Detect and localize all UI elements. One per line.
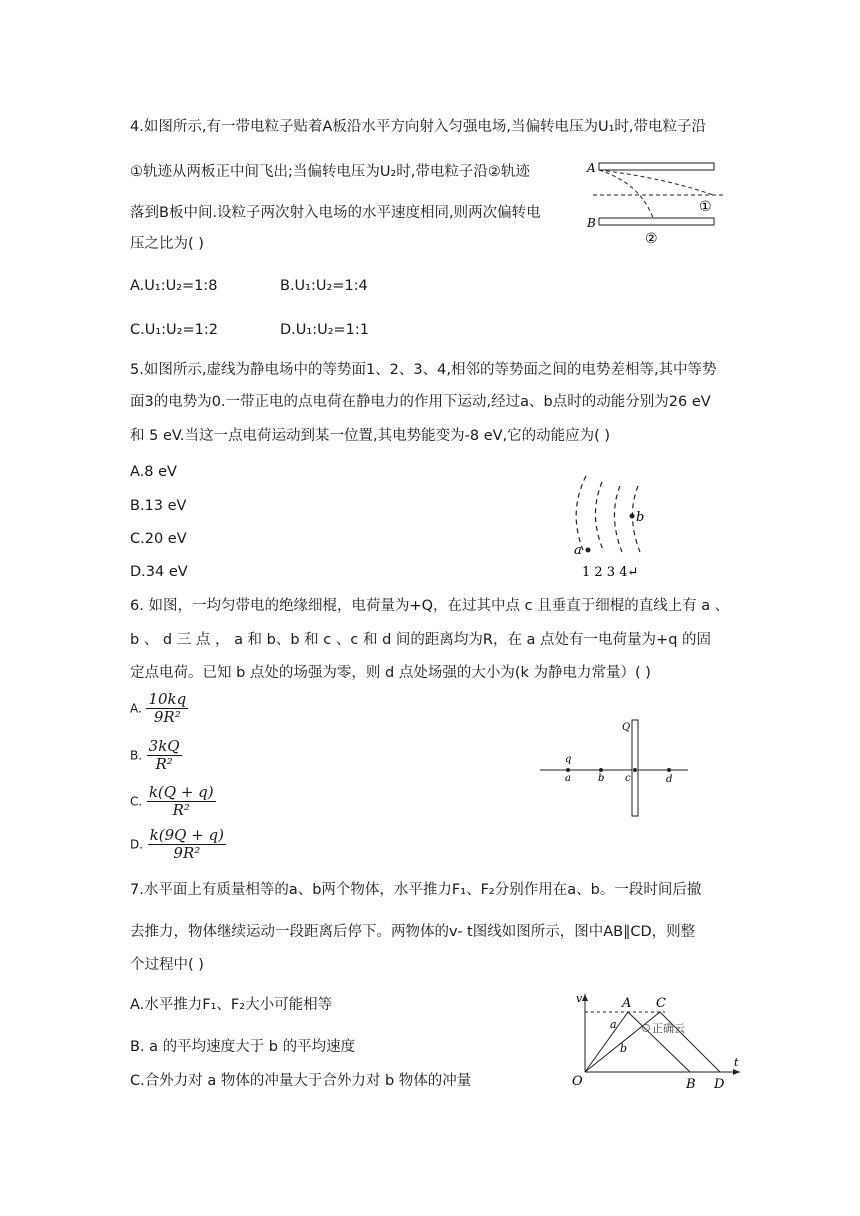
- q6-point-c: c: [625, 773, 631, 784]
- q4-option-d: D.U₁:U₂=1:1: [280, 322, 369, 338]
- q7-line-a-label: a: [610, 1018, 617, 1031]
- q6-option-c-numerator: k(Q + q): [148, 783, 214, 801]
- q6-option-d: D. $\frac{k(9Q + q)}{\text{9R²}}$: [130, 826, 225, 862]
- q7-point-d-upper: D: [714, 1077, 725, 1092]
- q7-point-a-upper: A: [622, 996, 632, 1011]
- q6-option-a: A. $\frac{10kq}{\text{9R²}}$: [130, 690, 187, 726]
- q7-option-c: C.合外力对 a 物体的冲量大于合外力对 b 物体的冲量: [130, 1073, 472, 1089]
- q7-point-b-upper: B: [686, 1077, 696, 1092]
- q7-vt-graph: [570, 990, 745, 1092]
- q4-path1-label: ①: [699, 199, 712, 215]
- q7-line-2: 去推力，物体继续运动一段距离后停下。两物体的v- t图线如图所示，图中AB∥CD，则整: [130, 924, 696, 940]
- q5-line-3: 和 5 eV.当这一点电荷运动到某一位置,其电势能变为-8 eV,它的动能应为( ): [130, 428, 611, 444]
- q6-option-d-denominator: 9R²: [173, 844, 201, 862]
- q4-option-b: B.U₁:U₂=1:4: [280, 278, 368, 294]
- q7-line-b-label: b: [620, 1042, 628, 1055]
- q7-option-a: A.水平推力F₁、F₂大小可能相等: [130, 997, 333, 1013]
- q6-rod-label: Q: [622, 722, 631, 733]
- q6-rod-figure: [540, 712, 690, 822]
- q7-axis-v: v: [576, 992, 583, 1005]
- q5-point-b: b: [636, 510, 645, 525]
- q5-surface-labels: 1 2 3 4↵: [582, 565, 639, 580]
- q6-option-b-numerator: 3kQ: [148, 737, 180, 755]
- q6-point-d: d: [666, 774, 673, 785]
- q5-point-a: a: [574, 543, 582, 558]
- q7-line-1: 7.水平面上有质量相等的a、b两个物体，水平推力F₁、F₂分别作用在a、b。一段时间后撤: [130, 882, 702, 898]
- q6-option-a-denominator: 9R²: [153, 708, 181, 726]
- q4-path2-label: ②: [645, 231, 658, 247]
- q7-origin: O: [572, 1074, 583, 1089]
- q5-option-b: B.13 eV: [130, 498, 187, 514]
- q6-line-3: 定点电荷。已知 b 点处的场强为零，则 d 点处场强的大小为(k 为静电力常量）( ): [130, 665, 651, 681]
- q6-option-a-numerator: 10kq: [148, 690, 187, 708]
- q6-point-b: b: [598, 773, 605, 784]
- q6-charge-label: q: [565, 754, 572, 765]
- q6-option-c-denominator: R²: [172, 801, 190, 819]
- q5-line-2: 面3的电势为0.一带正电的点电荷在静电力的作用下运动,经过a、b点时的动能分别为26 eV: [130, 394, 711, 410]
- q6-option-d-numerator: k(9Q + q): [149, 826, 225, 844]
- q4-deflection-figure: [585, 158, 725, 248]
- q5-equipotential-figure: [568, 472, 668, 584]
- q7-axis-t: t: [734, 1056, 739, 1069]
- q5-option-d: D.34 eV: [130, 564, 188, 580]
- q5-option-c: C.20 eV: [130, 531, 187, 547]
- q5-line-1: 5.如图所示,虚线为静电场中的等势面1、2、3、4,相邻的等势面之间的电势差相等,其中等势: [130, 362, 717, 378]
- q6-line-1: 6. 如图，一均匀带电的绝缘细棍，电荷量为+Q，在过其中点 c 且垂直于细棍的直线上有 a 、: [130, 598, 730, 614]
- q4-option-a: A.U₁:U₂=1:8: [130, 278, 218, 294]
- q6-option-b-denominator: R²: [155, 755, 173, 773]
- q6-point-a: a: [565, 773, 571, 784]
- q4-line-4: 压之比为( ): [130, 236, 204, 252]
- q6-line-2: b 、 d 三 点 ， a 和 b、b 和 c 、c 和 d 间的距离均为R，在 a 点处有一电荷量为+q 的固: [130, 632, 712, 648]
- q7-line-3: 个过程中( ): [130, 957, 204, 973]
- q4-plate-b-label: B: [587, 216, 596, 230]
- q7-point-c-upper: C: [656, 996, 666, 1011]
- q7-watermark-icon: [643, 1025, 650, 1032]
- q6-option-c: C. $\frac{k(Q + q)}{\text{R²}}$: [130, 783, 214, 819]
- q4-line-1: 4.如图所示,有一带电粒子贴着A板沿水平方向射入匀强电场,当偏转电压为U₁时,带电粒子沿: [130, 119, 707, 135]
- q4-plate-a-label: A: [587, 161, 596, 175]
- q5-option-a: A.8 eV: [130, 464, 177, 480]
- q4-line-3: 落到B板中间.设粒子两次射入电场的水平速度相同,则两次偏转电: [130, 205, 541, 221]
- q4-option-c: C.U₁:U₂=1:2: [130, 322, 218, 338]
- q7-option-b: B. a 的平均速度大于 b 的平均速度: [130, 1039, 356, 1055]
- q4-line-2: ①轨迹从两板正中间飞出;当偏转电压为U₂时,带电粒子沿②轨迹: [130, 164, 530, 180]
- q6-option-b: B. $\frac{3kQ}{\text{R²}}$: [130, 737, 180, 773]
- q7-watermark: 正确云: [652, 1022, 685, 1035]
